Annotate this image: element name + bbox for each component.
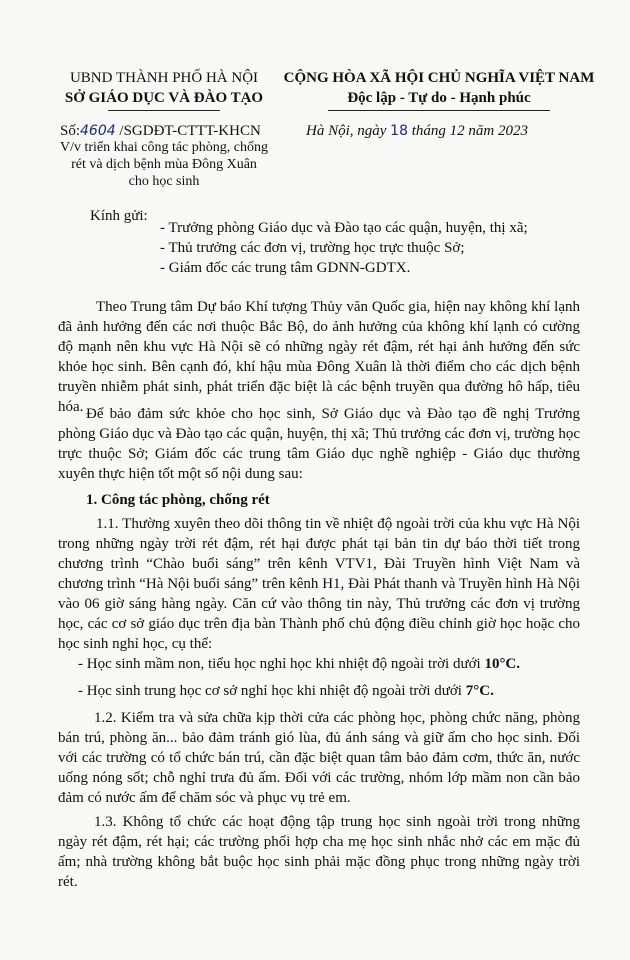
clause-1-1: 1.1. Thường xuyên theo dõi thông tin về nhiệt độ ngoài trời của khu vực Hà Nội trong những ngày trời rét đậm, rét hại được phát tại bản tin dự báo thời tiết trong chương trình “Chào buổi sáng” trên kênh VTV1, Đài Truyền hình Việt Nam và chương trình “Hà Nội buổi sáng” trên kênh H1, Đài Phát thanh và Truyền hình Hà Nội vào 06 giờ sáng hàng ngày. Căn cứ vào thông tin này, Thủ trưởng các đơn vị trường học, các cơ sở giáo dục trên địa bàn Thành phố chủ động điều chỉnh giờ học hoặc cho học sinh nghỉ học, cụ thể: [58,516,580,652]
subject-line: V/v triển khai công tác phòng, chống [59,140,268,155]
bullet-text: - Học sinh trung học cơ sở nghỉ học khi nhiệt độ ngoài trời dưới [78,683,466,699]
clause-1-2: 1.2. Kiểm tra và sửa chữa kịp thời cửa các phòng học, phòng chức năng, phòng bán trú, phòng ăn... bảo đảm tránh gió lùa, đủ ánh sáng và giữ ấm cho học sinh. Đối với các trường có tổ chức bán trú, cần đặc biệt quan tâm bảo đảm cơm, thức ăn, nước uống nóng sốt; chỗ nghỉ trưa đủ ấm. Đối với các trường, nhóm lớp mầm non cần bảo đảm có nước ấm để chăm sóc và phục vụ trẻ em. [58,710,580,806]
date-prefix: Hà Nội, ngày [306,123,391,139]
request-paragraph: Để bảo đảm sức khỏe cho học sinh, Sở Giáo dục và Đào tạo đề nghị Trưởng phòng Giáo dục và Đào tạo các quận, huyện, thị xã; Thủ trưởng các đơn vị, trường học trực thuộc Sở; Giám đốc các trung tâm Giáo dục nghề nghiệp - Giáo dục thường xuyên thực hiện tốt một số nội dung sau: [58,406,580,482]
recipient-item: - Thủ trưởng các đơn vị, trường học trực thuộc Sở; [160,240,465,256]
subject-line: rét và dịch bệnh mùa Đông Xuân [71,157,257,172]
bullet-preschool [78,654,520,674]
issuer-underline [108,110,220,111]
bullet-secondary [78,681,494,701]
issuer-city: UBND THÀNH PHỐ HÀ NỘI [69,70,259,86]
document-number [60,121,261,141]
issuer-department: SỞ GIÁO DỤC VÀ ĐÀO TẠO [64,90,264,106]
clause-1-3: 1.3. Không tổ chức các hoạt động tập trung học sinh ngoài trời trong những ngày rét đậm, rét hại; các trường phối hợp cha mẹ học sinh nhắc nhở các em mặc đủ ấm; nhà trường không bắt buộc học sinh phải mặc đồng phục trong những ngày trời rét. [58,814,580,890]
intro-paragraph: Theo Trung tâm Dự báo Khí tượng Thủy văn Quốc gia, hiện nay không khí lạnh đã ảnh hưởng đến các nơi thuộc Bắc Bộ, do ảnh hưởng của không khí lạnh có cường độ mạnh nên khu vực Hà Nội sẽ có những ngày rét đậm, rét hại ảnh hưởng đến sức khỏe học sinh. Bên cạnh đó, khí hậu mùa Đông Xuân là thời điểm cho các dịch bệnh truyền nhiễm phát sinh, phát triển đặc biệt là các bệnh truyền qua đường hô hấp, tiêu hóa. [58,299,580,415]
number-prefix: Số: [60,123,81,139]
section-heading: 1. Công tác phòng, chống rét [86,492,270,508]
motto-underline [328,110,550,111]
subject-line: cho học sinh [128,174,200,189]
date-suffix: tháng 12 năm 2023 [408,123,528,139]
date-line [306,121,528,141]
handwritten-day: 18 [390,123,408,139]
national-title: CỘNG HÒA XÃ HỘI CHỦ NGHĨA VIỆT NAM [283,70,595,86]
bullet-temperature: 7°C. [465,683,494,699]
bullet-temperature: 10°C. [484,656,521,672]
bullet-text: - Học sinh mầm non, tiểu học nghỉ học khi nhiệt độ ngoài trời dưới [78,656,485,672]
subject [48,139,280,190]
national-motto: Độc lập - Tự do - Hạnh phúc [347,90,531,106]
recipient-item: - Trưởng phòng Giáo dục và Đào tạo các quận, huyện, thị xã; [160,220,528,236]
recipient-item: - Giám đốc các trung tâm GDNN-GDTX. [160,260,411,276]
handwritten-number: 4604 [80,123,116,139]
number-suffix: /SGDĐT-CTTT-KHCN [115,123,261,139]
salutation: Kính gửi: [90,208,148,224]
